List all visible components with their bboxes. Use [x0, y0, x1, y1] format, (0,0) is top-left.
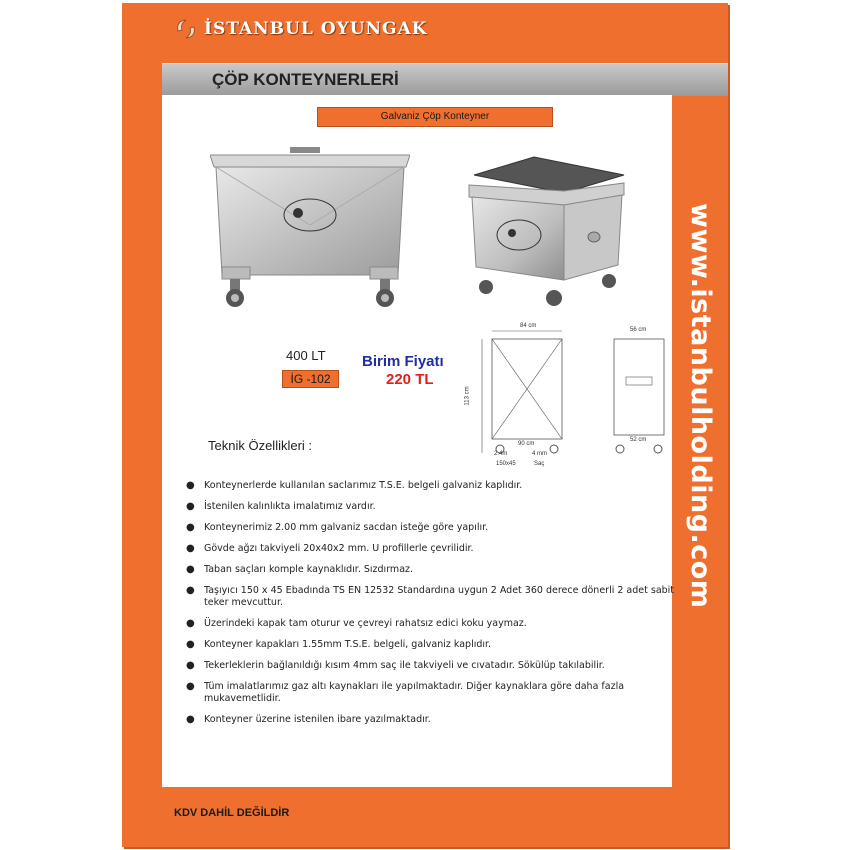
product-code: İG -102: [282, 370, 339, 388]
bottom-width-label: 90 cm: [518, 441, 535, 447]
spec-text: Gövde ağzı takviyeli 20x40x2 mm. U profillerle çevrilidir.: [204, 543, 474, 554]
bullet-icon: ●: [186, 618, 195, 629]
sheet2-sub-label: Saç: [534, 461, 545, 467]
spec-text: Konteynerimiz 2.00 mm galvaniz sacdan isteğe göre yapılır.: [204, 522, 489, 533]
price-label: Birim Fiyatı: [362, 353, 444, 370]
spec-item: [186, 585, 676, 609]
wheel-size-label: 150x45: [496, 461, 516, 467]
front-drawing: [464, 323, 582, 473]
container-front-image: [210, 145, 410, 310]
spec-item: [186, 501, 676, 513]
height-label: 113 cm: [464, 386, 471, 406]
spec-text: Tüm imalatlarımız gaz altı kaynakları ile yapılmaktadır. Diğer kaynaklara göre daha fazla mukavemetlidir.: [204, 681, 625, 704]
price-value: 220 TL: [386, 371, 434, 388]
spec-text: Konteynerlerde kullanılan saclarımız T.S.E. belgeli galvaniz kaplıdır.: [204, 480, 523, 491]
front-drawing-svg: [470, 323, 582, 473]
bullet-icon: ●: [186, 585, 195, 596]
spec-item: [186, 480, 676, 492]
bullet-icon: ●: [186, 681, 195, 692]
specs-list: [186, 480, 676, 735]
front-width-label: 84 cm: [520, 323, 537, 329]
side-drawing: [608, 327, 672, 467]
product-subtitle: Galvaniz Çöp Konteyner: [317, 107, 553, 127]
side-top-label: 56 cm: [630, 327, 647, 333]
spec-item: [186, 543, 676, 555]
brand-name: İSTANBUL OYUNGAK: [204, 19, 428, 39]
footer-note: KDV DAHİL DEĞİLDİR: [174, 807, 290, 819]
bullet-icon: ●: [186, 480, 195, 491]
spec-text: İstenilen kalınlıkta imalatımız vardır.: [204, 501, 376, 512]
spec-text: Üzerindeki kapak tam oturur ve çevreyi rahatsız edici koku yaymaz.: [204, 618, 527, 629]
bullet-icon: ●: [186, 543, 195, 554]
spec-item: [186, 639, 676, 651]
sheet2-label: 4 mm: [532, 451, 547, 457]
spec-item: [186, 522, 676, 534]
content-panel: [162, 95, 675, 787]
spec-text: Tekerleklerin bağlanıldığı kısım 4mm saç ile takviyeli ve cıvatadır. Sökülüp takılabilir.: [204, 660, 605, 671]
spec-text: Konteyner kapakları 1.55mm T.S.E. belgeli, galvaniz kaplıdır.: [204, 639, 492, 650]
sheet1-label: 2.4m: [494, 451, 508, 457]
side-url: [682, 203, 722, 663]
specs-heading: Teknik Özellikleri :: [208, 438, 313, 453]
spec-text: Taşıyıcı 150 x 45 Ebadında TS EN 12532 Standardına uygun 2 Adet 360 derece dönerli 2 adet sabit teker mevcuttur.: [204, 585, 675, 608]
side-url-text: www.istanbulholding.com: [685, 203, 716, 609]
title-band: [162, 63, 728, 96]
container-open-image: [464, 155, 634, 310]
spec-item: [186, 564, 676, 576]
bullet-icon: ●: [186, 522, 195, 533]
spec-item: [186, 714, 676, 726]
bullet-icon: ●: [186, 660, 195, 671]
spec-item: [186, 618, 676, 630]
brand-logo-icon: [172, 15, 200, 43]
header: [122, 3, 728, 55]
spec-item: [186, 660, 676, 672]
bullet-icon: ●: [186, 564, 195, 575]
bullet-icon: ●: [186, 501, 195, 512]
page-title: ÇÖP KONTEYNERLERİ: [212, 70, 399, 89]
side-drawing-svg: [608, 327, 672, 467]
product-capacity: 400 LT: [286, 348, 326, 363]
page-frame: [122, 3, 728, 847]
bullet-icon: ●: [186, 639, 195, 650]
spec-item: [186, 681, 676, 705]
side-bottom-label: 52 cm: [630, 437, 647, 443]
spec-text: Taban saçları komple kaynaklıdır. Sızdırmaz.: [204, 564, 414, 575]
brand: [172, 15, 428, 43]
spec-text: Konteyner üzerine istenilen ibare yazılmaktadır.: [204, 714, 431, 725]
bullet-icon: ●: [186, 714, 195, 725]
